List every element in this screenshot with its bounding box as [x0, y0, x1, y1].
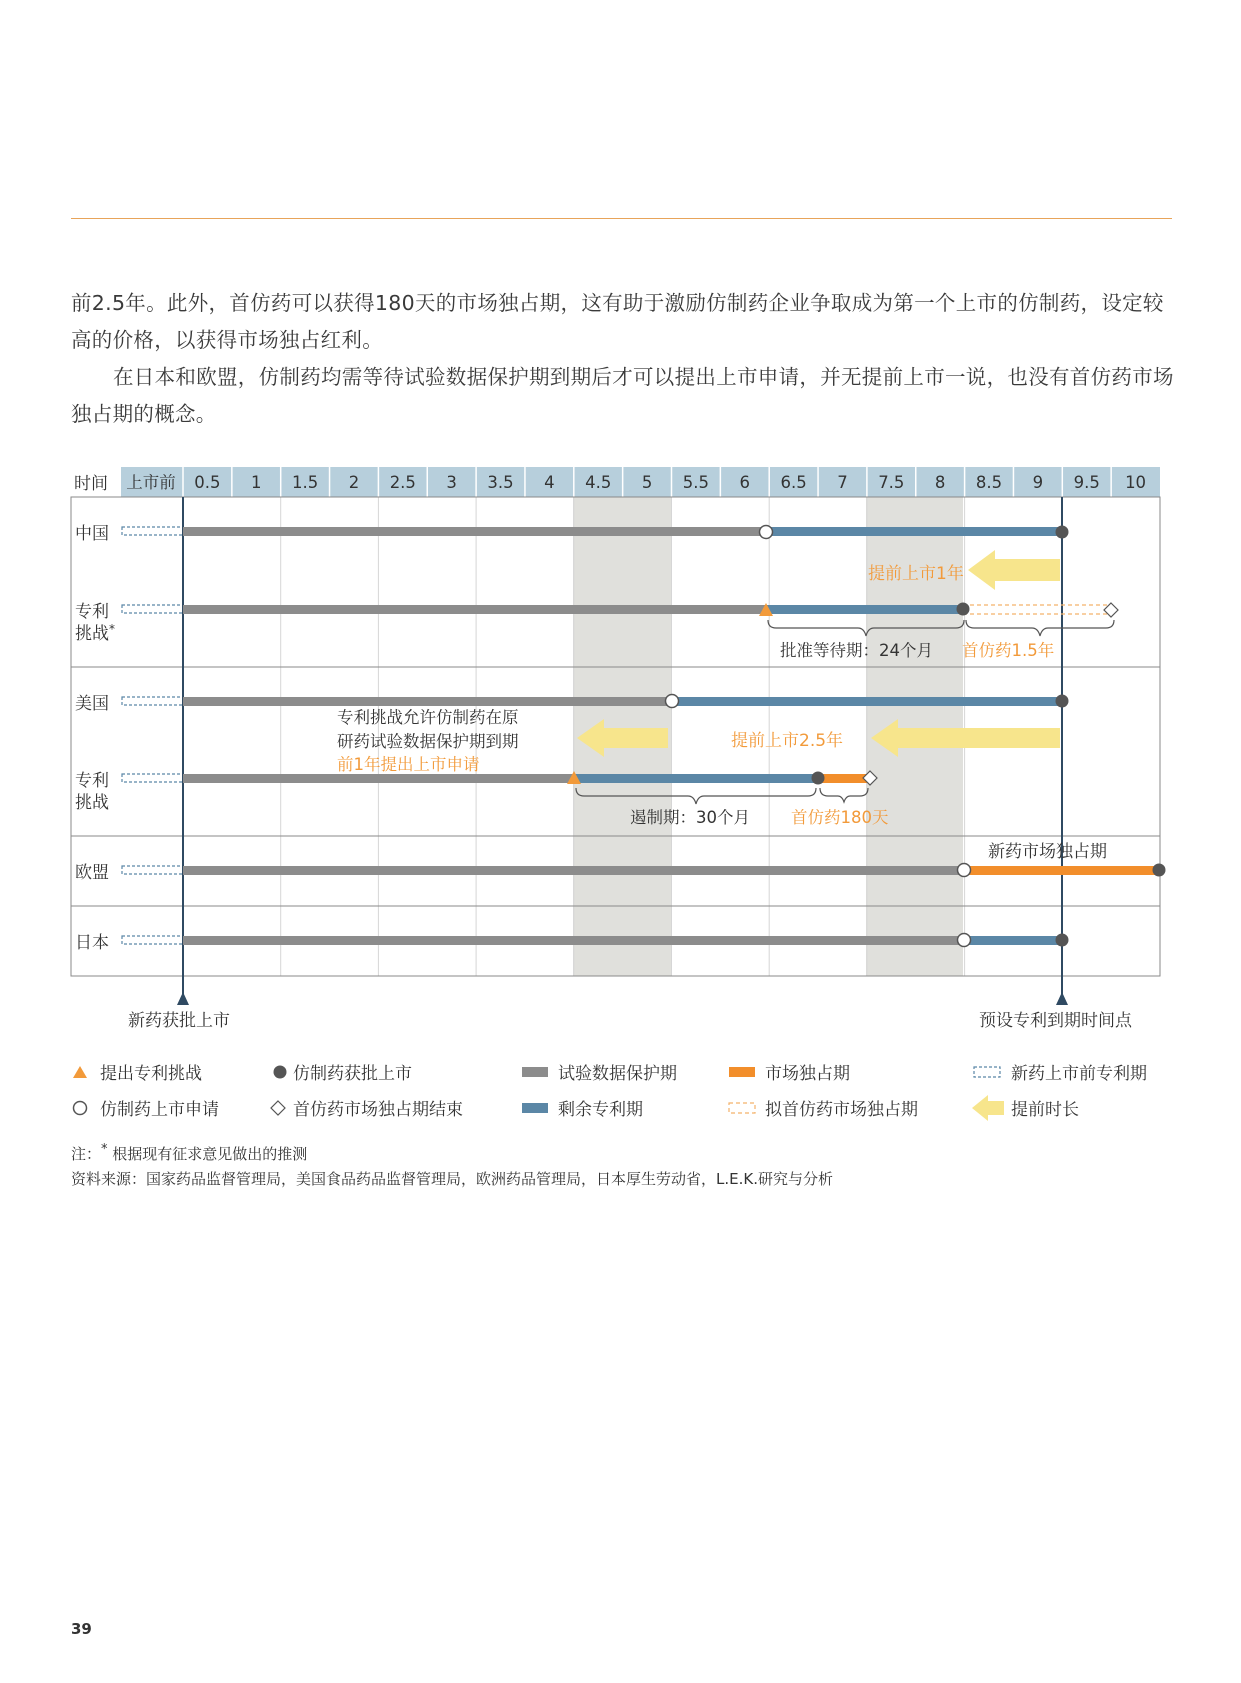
- legend-remaining-patent: 剩余专利期: [558, 1100, 643, 1120]
- time-tick-label: 6: [739, 473, 751, 492]
- time-tick-label: 4.5: [585, 473, 612, 492]
- time-tick-label: 4: [544, 473, 555, 492]
- approval-marker-label: 新药获批上市: [128, 1011, 230, 1031]
- approval-wait-label: 批准等待期：24个月: [780, 641, 933, 660]
- eu-data-protection-bar: [183, 866, 964, 875]
- legend-gray-bar-icon: [522, 1067, 548, 1077]
- footnote: [71, 1142, 307, 1164]
- china-proposed-first-generic-bar: [963, 605, 1111, 614]
- us-note-line-2: 研药试验数据保护期到期: [337, 732, 519, 751]
- legend-patent-challenge: 提出专利挑战: [100, 1064, 202, 1084]
- time-tick-label: 1.5: [292, 473, 319, 492]
- us-note-line-1: 专利挑战允许仿制药在原: [337, 708, 519, 727]
- pre-launch-label: 上市前: [126, 473, 176, 492]
- legend-pre-launch-patent: 新药上市前专利期: [1011, 1064, 1147, 1084]
- legend: [73, 1064, 1147, 1121]
- legend-generic-approved: 仿制药获批上市: [293, 1064, 412, 1084]
- time-tick-label: 6.5: [780, 473, 807, 492]
- japan-generic-application-marker: [958, 934, 971, 947]
- time-tick-label: 0.5: [194, 473, 221, 492]
- legend-open-circle-icon: [74, 1102, 87, 1115]
- first-generic-china-label: 首仿药1.5年: [962, 641, 1055, 660]
- time-header-band: [121, 467, 1160, 497]
- eu-market-exclusivity-bar: [964, 866, 1160, 875]
- time-tick-label: 8.5: [975, 473, 1003, 492]
- legend-market-exclusivity: 市场独占期: [765, 1064, 850, 1084]
- legend-data-protection: 试验数据保护期: [558, 1064, 677, 1084]
- china-challenge-data-protection-bar: [183, 605, 766, 614]
- first-generic-us-brace: [820, 788, 868, 802]
- china-challenge-asterisk: *: [109, 622, 115, 636]
- time-tick-label: 5.5: [682, 473, 710, 492]
- paragraph-1: 前2.5年。此外，首仿药可以获得180天的市场独占期，这有助于激励仿制药企业争取成为第一个上市的仿制药，设定较高的价格，以获得市场独占红利。: [71, 291, 1164, 352]
- us-challenge-generic-approved-marker: [812, 772, 825, 785]
- row-label-china-challenge: 专利挑战*: [75, 602, 115, 644]
- legend-orange-bar-icon: [729, 1067, 755, 1077]
- expiry-marker-label: 预设专利到期时间点: [979, 1011, 1132, 1031]
- row-label-japan: 日本: [75, 933, 109, 953]
- us-advance-label: 提前上市2.5年: [731, 731, 844, 751]
- legend-advance-arrow-icon: [972, 1095, 1004, 1121]
- eu-exclusivity-label: 新药市场独占期: [988, 842, 1107, 862]
- us-generic-approved-marker: [1056, 695, 1069, 708]
- patent-expiry-marker: [1056, 992, 1068, 1005]
- china-generic-application-marker: [760, 526, 773, 539]
- paragraph-2: 在日本和欧盟，仿制药均需等待试验数据保护期到期后才可以提出上市申请，并无提前上市一说，也没有首仿药市场独占期的概念。: [71, 365, 1174, 426]
- japan-remaining-patent-bar: [964, 936, 1062, 945]
- time-tick-label: 2.5: [389, 473, 416, 492]
- time-label: 时间: [74, 474, 108, 494]
- china-advance-arrow: [968, 550, 1060, 590]
- legend-advance-duration: 提前时长: [1011, 1100, 1079, 1120]
- time-tick-label: 9: [1032, 473, 1044, 492]
- time-tick-label: 2: [348, 473, 360, 492]
- time-tick-label: 8: [934, 473, 946, 492]
- new-drug-approval-marker: [177, 992, 189, 1005]
- first-generic-us-label: 首仿药180天: [791, 808, 889, 827]
- legend-dashed-orange-icon: [729, 1103, 755, 1113]
- eu-generic-application-marker: [958, 864, 971, 877]
- china-challenge-remaining-patent-bar: [766, 605, 963, 614]
- us-challenge-remaining-patent-bar: [574, 774, 818, 783]
- legend-triangle-icon: [73, 1066, 87, 1078]
- time-tick-label: 10: [1125, 473, 1147, 492]
- time-tick-label: 9.5: [1073, 473, 1100, 492]
- us-challenge-data-protection-bar: [183, 774, 574, 783]
- footnote-prefix: 注：: [71, 1145, 102, 1163]
- china-generic-approved-marker: [1056, 526, 1069, 539]
- japan-generic-approved-marker: [1056, 934, 1069, 947]
- time-tick-label: 7.5: [878, 473, 905, 492]
- time-tick-label: 7: [837, 473, 848, 492]
- us-remaining-patent-bar: [672, 697, 1062, 706]
- time-tick-label: 3.5: [487, 473, 514, 492]
- row-label-china: 中国: [75, 524, 109, 544]
- us-generic-application-marker: [666, 695, 679, 708]
- legend-filled-circle-icon: [274, 1066, 287, 1079]
- source-note: 资料来源：国家药品监督管理局，美国食品药品监督管理局，欧洲药品管理局，日本厚生劳动省，L.E.K.研究与分析: [71, 1170, 833, 1188]
- footnote-text: 根据现有征求意见做出的推测: [112, 1145, 308, 1163]
- us-market-exclusivity-bar: [818, 774, 870, 783]
- china-remaining-patent-bar: [766, 527, 1062, 536]
- china-data-protection-bar: [183, 527, 766, 536]
- footnote-asterisk: *: [101, 1142, 108, 1157]
- legend-generic-application: 仿制药上市申请: [100, 1100, 219, 1120]
- time-tick-label: 3: [446, 473, 457, 492]
- us-data-protection-bar: [183, 697, 672, 706]
- china-challenge-generic-approved-marker: [957, 603, 970, 616]
- legend-diamond-icon: [271, 1101, 285, 1115]
- legend-first-generic-end: 首仿药市场独占期结束: [293, 1100, 463, 1120]
- page-number: 39: [71, 1620, 92, 1638]
- stay-period-label: 遏制期：30个月: [630, 808, 750, 827]
- legend-blue-bar-icon: [522, 1103, 548, 1113]
- us-note-line-3: 前1年提出上市申请: [337, 755, 480, 774]
- eu-generic-approved-marker: [1153, 864, 1166, 877]
- row-label-eu: 欧盟: [75, 863, 109, 883]
- japan-data-protection-bar: [183, 936, 964, 945]
- time-tick-label: 1: [251, 473, 262, 492]
- time-tick-label: 5: [641, 473, 653, 492]
- row-label-us: 美国: [75, 694, 109, 714]
- first-generic-china-brace: [966, 620, 1114, 636]
- pre-launch-patent-markers: [122, 527, 183, 944]
- row-label-us-challenge: 专利挑战: [75, 771, 109, 813]
- legend-dashed-blue-icon: [974, 1067, 1000, 1077]
- china-advance-label: 提前上市1年: [868, 564, 964, 584]
- legend-proposed-first-generic: 拟首仿药市场独占期: [765, 1100, 918, 1120]
